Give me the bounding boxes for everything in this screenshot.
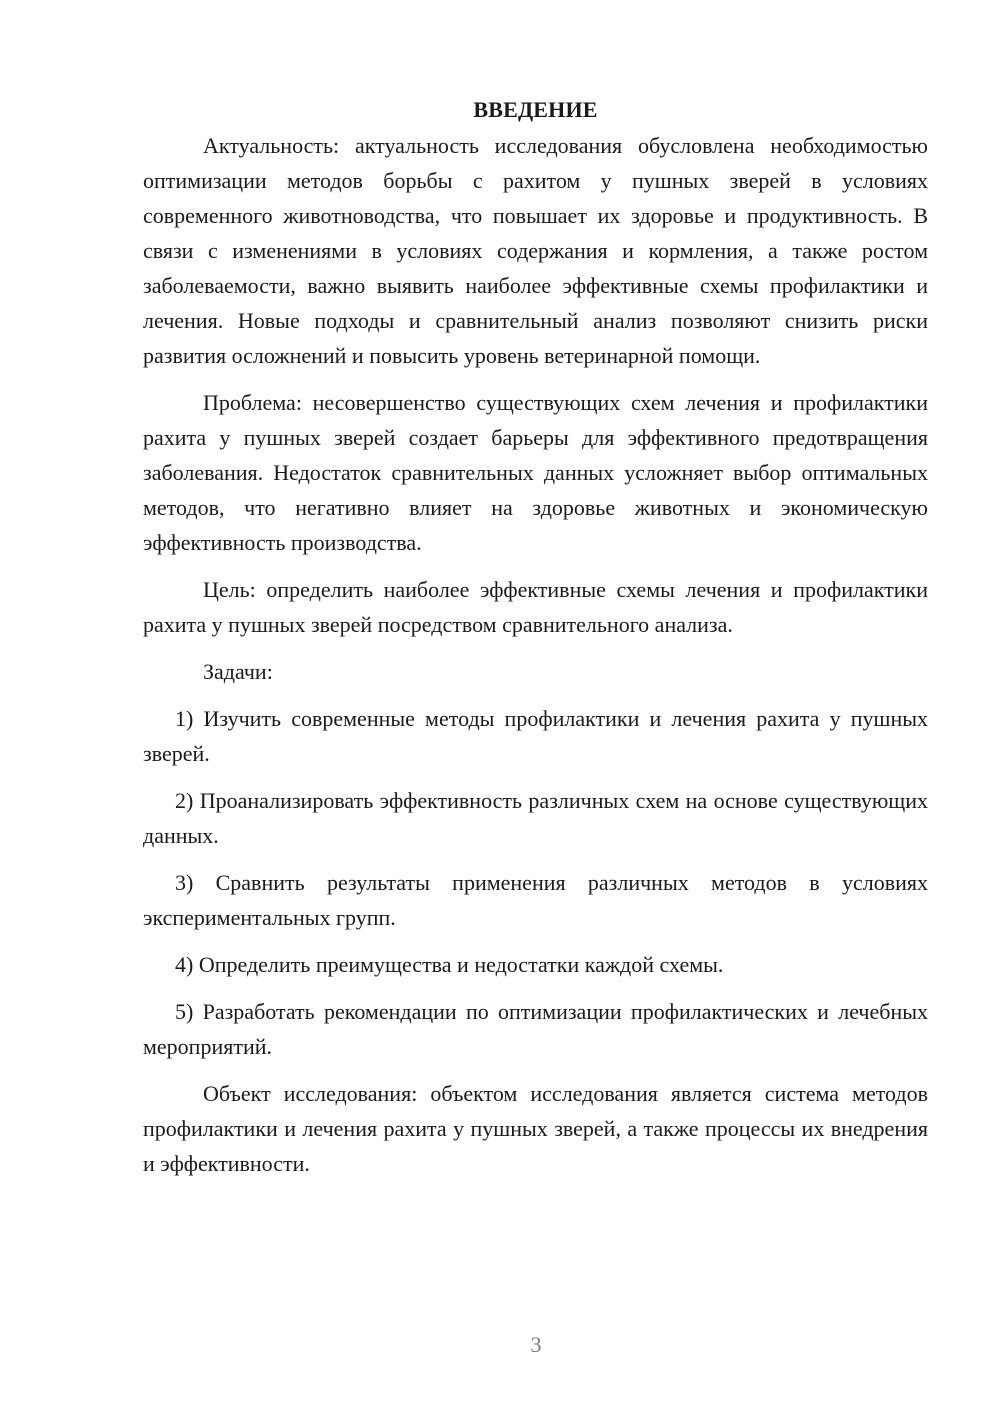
task-item-2: 2) Проанализировать эффективность различных схем на основе существующих данных. [143, 788, 928, 848]
task-item-1: 1) Изучить современные методы профилактики и лечения рахита у пушных зверей. [143, 706, 928, 766]
task-item-5: 5) Разработать рекомендации по оптимизации профилактических и лечебных мероприятий. [143, 999, 928, 1059]
task-item-4: 4) Определить преимущества и недостатки каждой схемы. [175, 952, 724, 977]
tasks-list [143, 701, 928, 1064]
page-number: 3 [530, 1332, 542, 1357]
task-item-3: 3) Сравнить результаты применения различных методов в условиях экспериментальных групп. [143, 870, 928, 930]
section-heading: ВВЕДЕНИЕ [473, 97, 598, 122]
goal-paragraph: Цель: определить наиболее эффективные схемы лечения и профилактики рахита у пушных зверей посредством сравнительного анализа. [143, 577, 928, 637]
tasks-label: Задачи: [203, 659, 273, 684]
document-body [143, 92, 928, 1193]
object-paragraph: Объект исследования: объектом исследования является система методов профилактики и лечения рахита у пушных зверей, а также процессы их внедрения и эффективности. [143, 1081, 928, 1176]
relevance-paragraph: Актуальность: актуальность исследования обусловлена необходимостью оптимизации методов борьбы с рахитом у пушных зверей в условиях современного животноводства, что повышает их здоровье и продуктивность. В связи с изменениями в условиях содержания и кормления, а также ростом заболеваемости, важно выявить наиболее эффективные схемы профилактики и лечения. Новые подходы и сравнительный анализ позволяют снизить риски развития осложнений и повысить уровень ветеринарной помощи. [143, 133, 928, 368]
problem-paragraph: Проблема: несовершенство существующих схем лечения и профилактики рахита у пушных зверей создает барьеры для эффективного предотвращения заболевания. Недостаток сравнительных данных усложняет выбор оптимальных методов, что негативно влияет на здоровье животных и экономическую эффективность производства. [143, 390, 928, 555]
